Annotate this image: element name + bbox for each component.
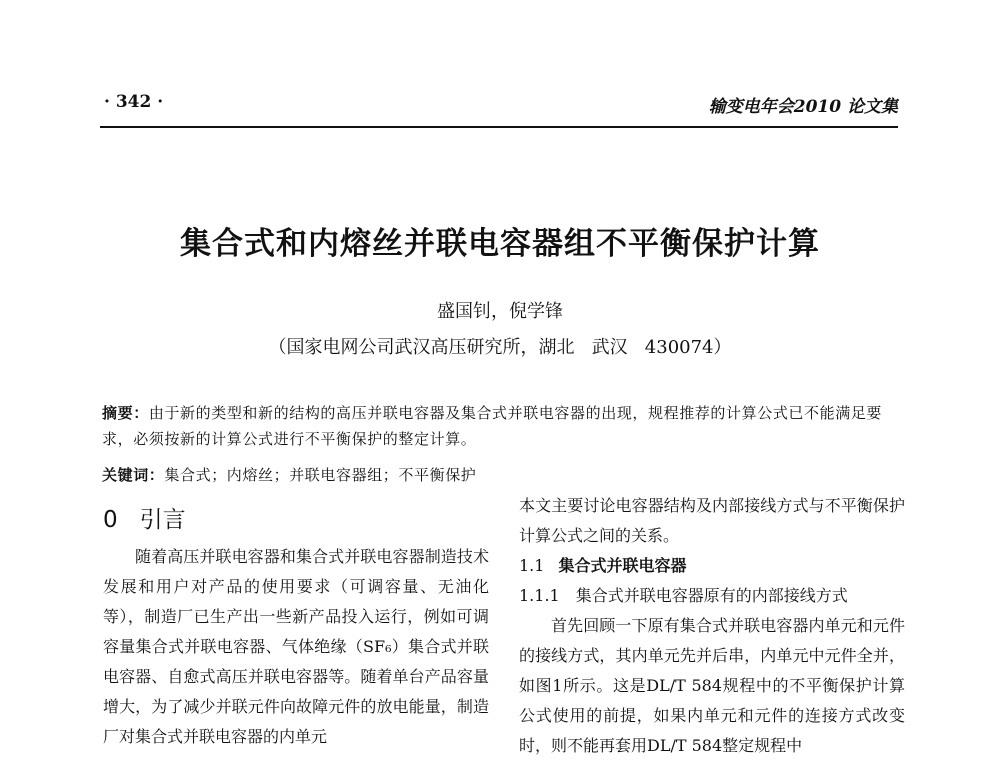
abstract-label: 摘要： bbox=[102, 404, 149, 422]
body-paragraph: 首先回顾一下原有集合式并联电容器内单元和元件的接线方式，其内单元先并后串，内单元中元件全并，如图1所示。这是DL/T 584规程中的不平衡保护计算公式使用的前提，如果内单元和元件的连接方式改变时，则不能再套用DL/T 584整定规程中 bbox=[519, 616, 905, 755]
subsection-heading bbox=[519, 551, 905, 581]
keywords-label: 关键词： bbox=[102, 466, 165, 484]
section-heading bbox=[103, 500, 489, 540]
abstract bbox=[102, 400, 900, 452]
paper-affiliation: （国家电网公司武汉高压研究所，湖北 武汉 430074） bbox=[268, 337, 732, 358]
page-number: · 342 · bbox=[104, 92, 164, 112]
paper-authors: 盛国钊，倪学锋 bbox=[437, 301, 563, 322]
subsection-title: 集合式并联电容器 bbox=[558, 556, 687, 575]
journal-name: 输变电年会2010 论文集 bbox=[708, 97, 898, 117]
keywords-text: 集合式；内熔丝；并联电容器组；不平衡保护 bbox=[164, 466, 477, 484]
paper-title: 集合式和内熔丝并联电容器组不平衡保护计算 bbox=[180, 226, 820, 262]
subsubsection-number: 1.1.1 bbox=[519, 586, 560, 605]
intro-paragraph: 随着高压并联电容器和集合式并联电容器制造技术发展和用户对产品的使用要求（可调容量、无油化等），制造厂已生产出一些新产品投入运行，例如可调容量集合式并联电容器、气体绝缘（SF₆）集合式并联电容器、自愈式高压并联电容器等。随着单台产品容量增大，为了减少并联元件向故障元件的放电能量，制造厂对集合式并联电容器的内单元 bbox=[103, 547, 489, 746]
left-column bbox=[103, 500, 489, 752]
header-rule bbox=[100, 126, 898, 128]
subsection-number: 1.1 bbox=[519, 556, 545, 575]
right-column bbox=[519, 491, 905, 761]
scope-paragraph: 本文主要讨论电容器结构及内部接线方式与不平衡保护计算公式之间的关系。 bbox=[519, 496, 905, 545]
section-number: 0 bbox=[103, 507, 118, 533]
keywords bbox=[102, 464, 900, 485]
subsubsection-title: 集合式并联电容器原有的内部接线方式 bbox=[575, 586, 848, 605]
subsubsection-heading bbox=[519, 581, 905, 611]
abstract-text: 由于新的类型和新的结构的高压并联电容器及集合式并联电容器的出现，规程推荐的计算公式已不能满足要求，必须按新的计算公式进行不平衡保护的整定计算。 bbox=[102, 404, 883, 448]
section-title: 引言 bbox=[139, 507, 186, 533]
